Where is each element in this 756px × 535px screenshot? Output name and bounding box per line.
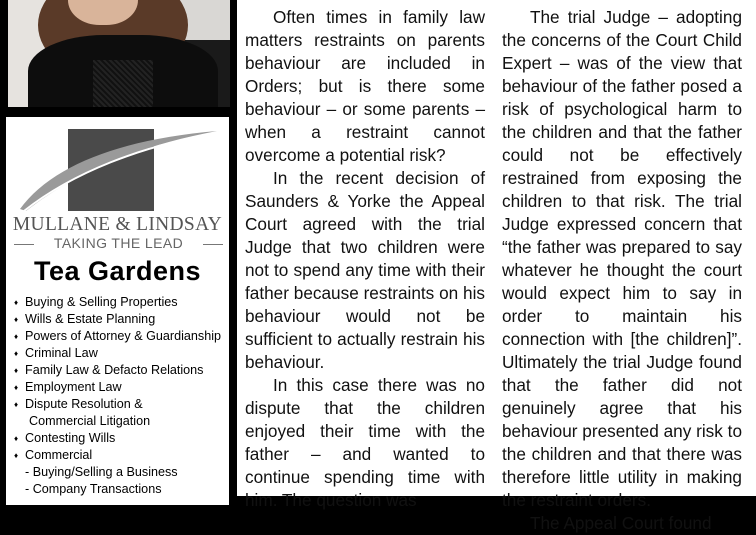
firm-name: MULLANE & LINDSAY — [12, 214, 223, 235]
diamond-bullet-icon: ♦ — [14, 332, 19, 341]
diamond-bullet-icon: ♦ — [14, 298, 19, 307]
diamond-bullet-icon: ♦ — [14, 366, 19, 375]
service-label: Buying & Selling Properties — [25, 295, 178, 309]
service-label: Powers of Attorney & Guardianship — [25, 329, 222, 343]
service-label: Family Law & Defacto Relations — [25, 363, 204, 377]
service-label: Commercial Litigation — [29, 414, 151, 428]
tagline-row — [14, 235, 223, 253]
sidebar — [0, 0, 237, 496]
service-label: Wills & Estate Planning — [25, 312, 156, 326]
service-label: - Company Transactions — [25, 482, 162, 496]
service-item — [14, 464, 229, 481]
service-item — [14, 481, 229, 498]
diamond-bullet-icon: ♦ — [14, 349, 19, 358]
author-photo — [8, 0, 230, 107]
article-paragraph: In this case there was no dispute that the children enjoyed their time with the father – and wanted to continue spending time with him. The question was — [245, 375, 485, 510]
service-item — [14, 447, 229, 464]
service-label: Criminal Law — [25, 346, 98, 360]
article-paragraph: In the recent decision of Saunders & Yorke the Appeal Court agreed with the trial Judge that two children were not to spend any time with their father because restraints on his behaviour would not be sufficient to actually restrain his behaviour. — [245, 168, 485, 372]
firm-logo-swoosh-icon — [12, 125, 227, 215]
service-item — [14, 294, 229, 311]
diamond-bullet-icon: ♦ — [14, 315, 19, 324]
service-label: Dispute Resolution & — [25, 397, 143, 411]
diamond-bullet-icon: ♦ — [14, 451, 19, 460]
service-label: Commercial — [25, 448, 93, 462]
service-item — [14, 396, 229, 413]
article-column-2 — [502, 6, 742, 535]
diamond-bullet-icon: ♦ — [14, 434, 19, 443]
service-item — [14, 311, 229, 328]
diamond-bullet-icon: ♦ — [14, 400, 19, 409]
service-item — [14, 413, 229, 430]
article-paragraph: The trial Judge – adopting the concerns of the Court Child Expert – was of the view that behaviour of the father posed a risk of psychological harm to the children and that the father could not be effectively restrained from exposing the children to that risk. The trial Judge expressed concern that “the father was prepared to say whatever he thought the court would expect him to say in order to maintain his connection with [the children]”. Ultimately the trial Judge found that the father did not genuinely agree that his behaviour presented any risk to the children and that there was therefore little utility in making the restraint orders. — [502, 7, 742, 510]
diamond-bullet-icon: ♦ — [14, 383, 19, 392]
service-item — [14, 345, 229, 362]
article-paragraph: The Appeal Court found — [530, 513, 712, 533]
service-item — [14, 328, 229, 345]
law-firm-advertisement — [5, 116, 230, 506]
service-item — [14, 379, 229, 396]
service-label: Employment Law — [25, 380, 122, 394]
firm-tagline: TAKING THE LEAD — [53, 235, 184, 251]
service-item — [14, 430, 229, 447]
services-list — [14, 294, 229, 498]
office-location: Tea Gardens — [33, 256, 202, 286]
article — [237, 0, 756, 533]
article-paragraph: Often times in family law matters restraints on parents behaviour are included in Orders; but is there some behaviour – or some parents – when a restraint cannot overcome a potential risk? — [245, 7, 485, 165]
article-column-1 — [245, 6, 485, 512]
service-label: Contesting Wills — [25, 431, 116, 445]
service-label: - Buying/Selling a Business — [25, 465, 178, 479]
service-item — [14, 362, 229, 379]
